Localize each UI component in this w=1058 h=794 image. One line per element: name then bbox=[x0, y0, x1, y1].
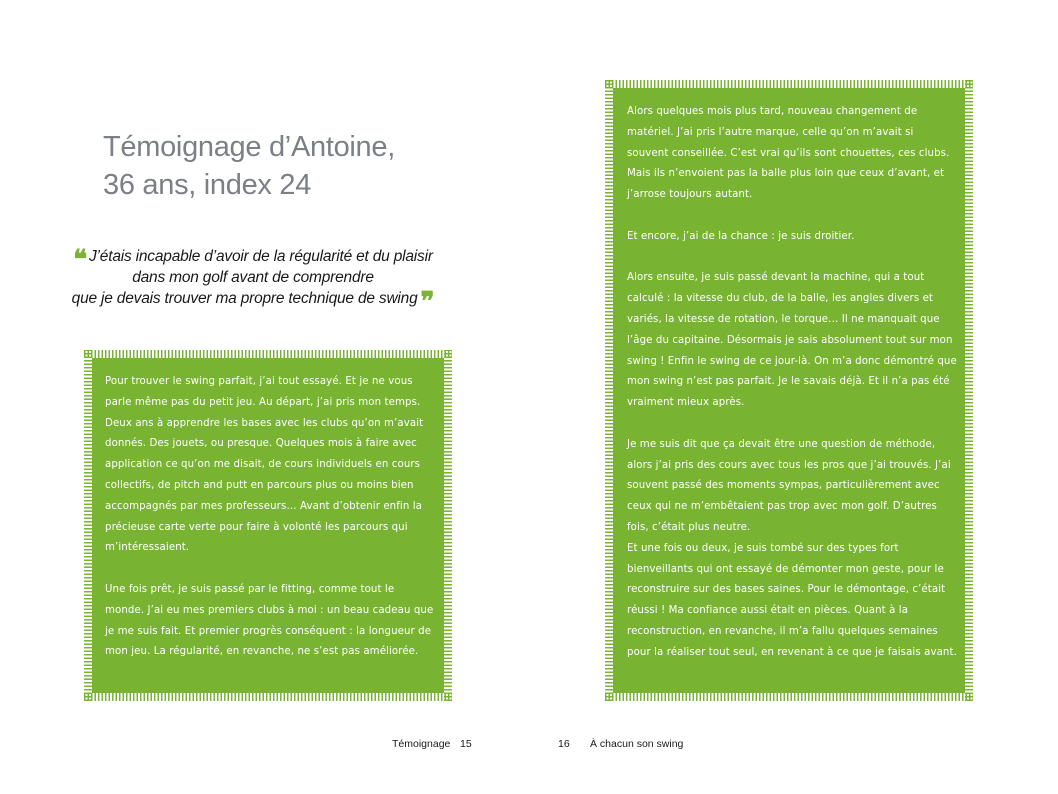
title-line-1: Témoignage d’Antoine, bbox=[103, 131, 395, 163]
quote-line-2: dans mon golf avant de comprendre bbox=[132, 269, 374, 286]
right-paragraph-5: Et une fois ou deux, je suis tombé sur des types fort bienveillants qui ont essayé de démonter mon geste, pour le reconstruire sur des bases saines. Pour le démontage, c’était réussi ! Ma confiance aussi était en pièces. Quant à la reconstruction, en revanche, il m’a fallu quelques semaines pour la réaliser tout seul, en revenant à ce que je faisais avant. bbox=[627, 542, 957, 658]
left-text-box bbox=[92, 358, 444, 693]
footer-right-page-number: 16 bbox=[558, 738, 570, 750]
open-quote-icon: ❝ bbox=[73, 245, 87, 275]
quote-line-1 bbox=[56, 245, 450, 275]
left-paragraph-1: Pour trouver le swing parfait, j’ai tout essayé. Et je ne vous parle même pas du petit jeu. Au départ, j’ai pris mon temps. Deux ans à apprendre les bases avec les clubs qu’on m’avait donnés. Des jouets, ou presque. Quelques mois à faire avec application ce qu’on me disait, de cours individuels en cours collectifs, de pitch and putt en parcours plus ou moins bien accompagnés par mes professeurs… Avant d’obtenir enfin la précieuse carte verte pour faire à volonté les parcours qui m’intéressaient. bbox=[105, 376, 424, 554]
right-paragraph-4: Je me suis dit que ça devait être une question de méthode, alors j’ai pris des cours avec tous les pros que j’ai trouvés. J’ai souvent passé des moments sympas, particulièrement avec ceux qui ne m’embêtaient pas trop avec mon golf. D’autres fois, c’était plus neutre. bbox=[627, 438, 951, 533]
right-paragraph-1: Alors quelques mois plus tard, nouveau changement de matériel. J’ai pris l’autre marque, celle qu’on m’avait si souvent conseillée. C’est vrai qu’ils sont chouettes, ces clubs. Mais ils n’envoient pas la balle plus loin que ceux d’avant, et j’arrose toujours autant. bbox=[627, 106, 950, 201]
pull-quote bbox=[56, 245, 450, 317]
footer-right-label: À chacun son swing bbox=[590, 738, 684, 750]
quote-line-3 bbox=[56, 287, 450, 317]
left-paragraph-2: Une fois prêt, je suis passé par le fitting, comme tout le monde. J’ai eu mes premiers clubs à moi : un beau cadeau que je me suis fait. Et premier progrès conséquent : la longueur de mon jeu. La régularité, en revanche, ne s’est pas améliorée. bbox=[105, 583, 434, 658]
quote-text-3: que je devais trouver ma propre technique de swing bbox=[71, 290, 418, 307]
title-line-2: 36 ans, index 24 bbox=[103, 169, 312, 201]
close-quote-icon: ❞ bbox=[420, 287, 435, 317]
footer-left-page-number: 15 bbox=[460, 738, 472, 750]
right-paragraph-3: Alors ensuite, je suis passé devant la machine, qui a tout calculé : la vitesse du club, de la balle, les angles divers et variés, la vitesse de rotation, le torque… Il ne manquait que l’âge du capitaine. Désormais je sais absolument tout sur mon swing ! Enfin le swing de ce jour-là. On m’a donc démontré que mon swing n’est pas parfait. Je le savais déjà. Et il n’a pas été vraiment mieux après. bbox=[627, 272, 957, 409]
page-title bbox=[103, 128, 503, 204]
quote-text-1: J’étais incapable d’avoir de la régularité et du plaisir bbox=[89, 248, 433, 265]
right-paragraph-2: Et encore, j’ai de la chance : je suis droitier. bbox=[627, 230, 855, 242]
footer-left-label: Témoignage bbox=[392, 738, 451, 750]
right-text-box bbox=[613, 88, 965, 693]
